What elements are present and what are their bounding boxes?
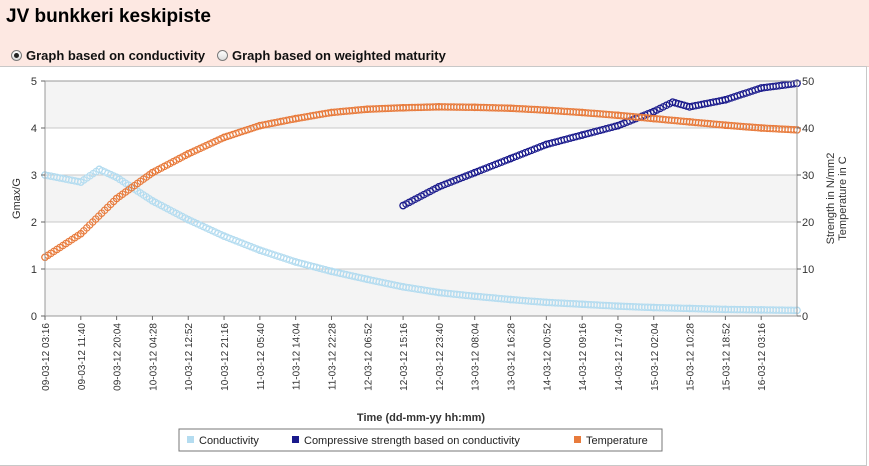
x-tick-label: 16-03-12 03:16 xyxy=(757,323,769,391)
x-axis-title: Time (dd-mm-yy hh:mm) xyxy=(356,412,486,424)
radio-label-conductivity: Graph based on conductivity xyxy=(26,48,206,63)
legend-swatch-strength xyxy=(292,436,299,443)
x-tick-label: 15-03-12 10:28 xyxy=(685,323,697,391)
chart xyxy=(0,67,866,465)
y-axis-title: Gmax/G xyxy=(11,178,23,219)
x-tick-label: 13-03-12 16:28 xyxy=(506,323,518,391)
radio-label-weighted-maturity: Graph based on weighted maturity xyxy=(232,48,446,63)
x-tick-label: 12-03-12 06:52 xyxy=(363,323,375,391)
x-tick-label: 09-03-12 11:40 xyxy=(76,323,88,391)
y-tick-label: 2 xyxy=(30,217,37,229)
x-tick-label: 13-03-12 08:04 xyxy=(470,323,482,391)
x-tick-label: 15-03-12 02:04 xyxy=(649,323,661,391)
legend-label-temperature: Temperature xyxy=(586,435,648,447)
y2-tick-label: 30 xyxy=(802,170,815,182)
page-header xyxy=(0,0,869,67)
x-tick-label: 09-03-12 20:04 xyxy=(112,323,124,391)
legend-swatch-conductivity xyxy=(187,436,194,443)
legend xyxy=(179,429,662,451)
radio-graph-conductivity[interactable] xyxy=(11,48,205,63)
x-tick-label: 11-03-12 05:40 xyxy=(255,323,267,391)
y-tick-label: 1 xyxy=(30,264,37,276)
x-tick-label: 09-03-12 03:16 xyxy=(41,323,52,391)
x-tick-label: 15-03-12 18:52 xyxy=(721,323,733,391)
x-tick-label: 14-03-12 17:40 xyxy=(613,323,625,391)
x-tick-label: 11-03-12 22:28 xyxy=(327,323,339,391)
y2-axis-title: Strength in N/mm2 xyxy=(825,152,837,245)
x-tick-label: 10-03-12 21:16 xyxy=(220,323,232,391)
x-tick-label: 10-03-12 12:52 xyxy=(184,323,196,391)
y2-tick-label: 50 xyxy=(802,76,815,88)
x-tick-label: 12-03-12 23:40 xyxy=(434,323,446,391)
y2-tick-label: 0 xyxy=(802,311,809,323)
y-tick-label: 3 xyxy=(30,170,37,182)
legend-swatch-temperature xyxy=(574,436,581,443)
y2-tick-label: 40 xyxy=(802,123,815,135)
legend-label-strength: Compressive strength based on conductivity xyxy=(304,435,520,447)
y-tick-label: 4 xyxy=(30,123,37,135)
x-tick-label: 10-03-12 04:28 xyxy=(148,323,160,391)
page-title: JV bunkkeri keskipiste xyxy=(6,6,211,27)
x-tick-label: 14-03-12 09:16 xyxy=(578,323,590,391)
y-tick-label: 0 xyxy=(30,311,37,323)
y-tick-label: 5 xyxy=(30,76,37,88)
y2-axis-title: Temperature in C xyxy=(837,156,849,241)
radio-button-conductivity[interactable] xyxy=(11,50,22,61)
y2-tick-label: 10 xyxy=(802,264,815,276)
chart-panel xyxy=(0,66,867,466)
y2-tick-label: 20 xyxy=(802,217,815,229)
x-tick-label: 12-03-12 15:16 xyxy=(399,323,411,391)
x-tick-label: 11-03-12 14:04 xyxy=(291,323,303,391)
radio-button-weighted-maturity[interactable] xyxy=(217,50,228,61)
legend-label-conductivity: Conductivity xyxy=(199,435,259,447)
radio-graph-weighted-maturity[interactable] xyxy=(217,48,446,63)
x-tick-label: 14-03-12 00:52 xyxy=(542,323,554,391)
